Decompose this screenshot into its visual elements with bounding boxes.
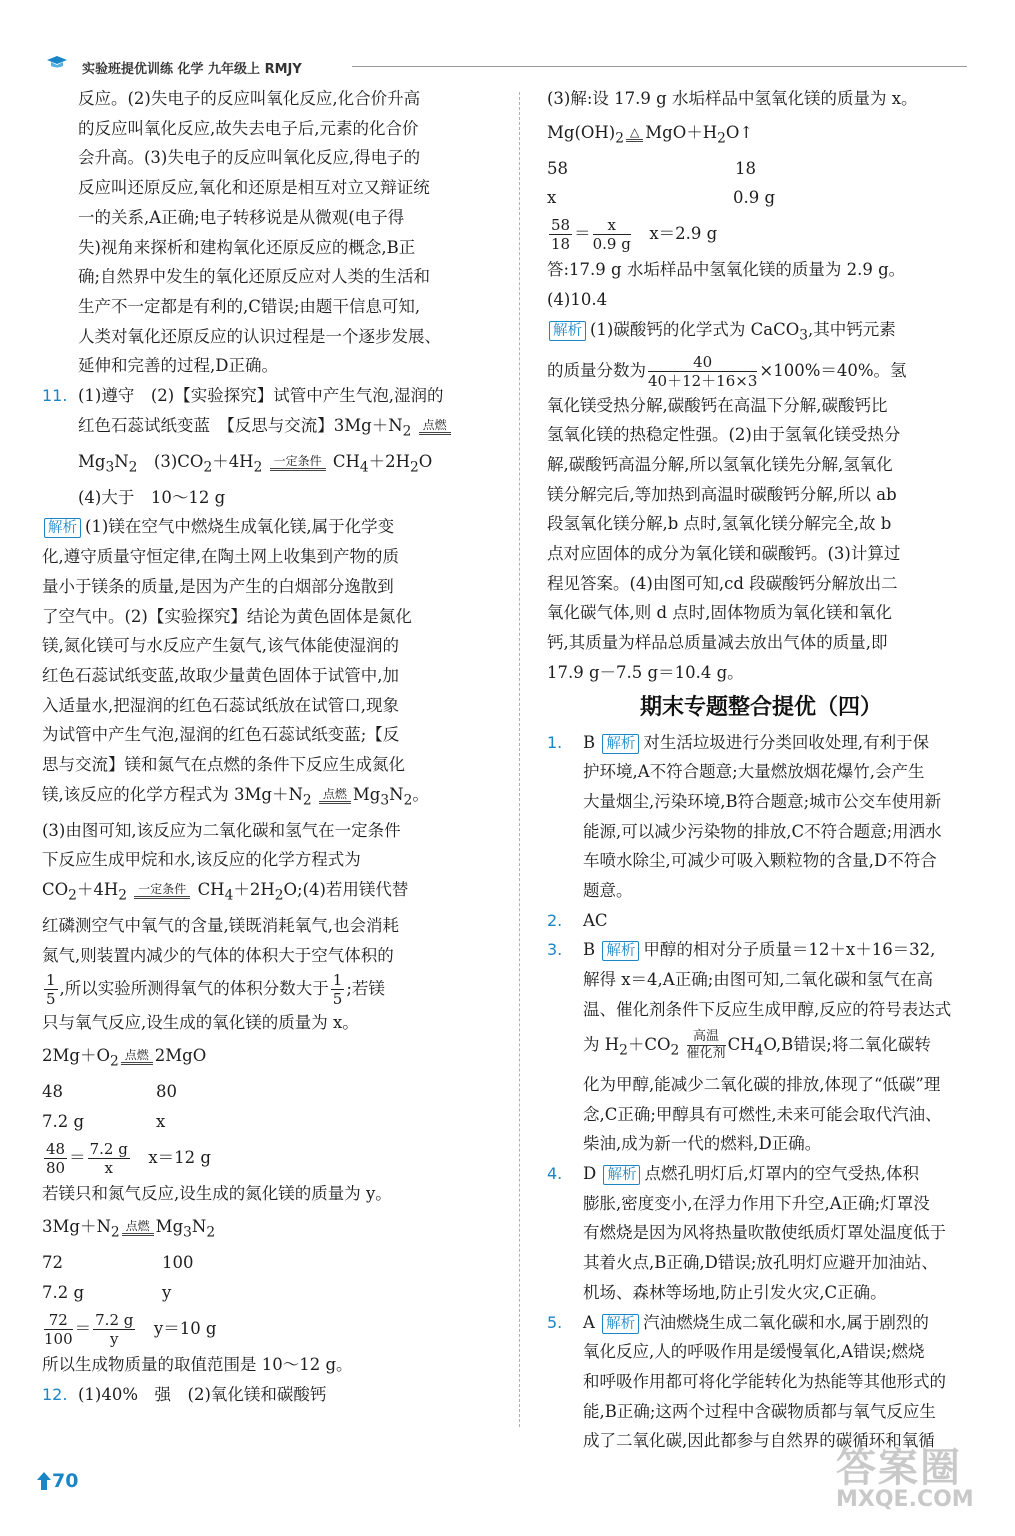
- question-1: [547, 728, 975, 758]
- explanation-line: $CO_2+4H_2$ 一定条件 $CH_4+2H_2O;(4)$若用镁代替: [42, 880, 409, 904]
- text-line: 会升高。(3)失电子的反应叫氧化反应,得电子的: [78, 148, 421, 168]
- text-line: 延伸和完善的过程,D正确。: [78, 356, 278, 376]
- text-line: 生产不一定都是有利的,C错误;由题干信息可知,: [78, 296, 421, 316]
- question-2-answer: AC: [583, 910, 608, 930]
- reaction-condition: 点燃: [319, 787, 351, 804]
- text-line: 点对应固体的成分为氧化镁和碳酸钙。(3)计算过: [547, 544, 901, 564]
- question-11: [42, 381, 498, 512]
- ratio: $\frac{48}{80}$ ＝ $\frac{7.2 g}{x}$ x＝12 g: [46, 1139, 211, 1177]
- text-line: 镁分解完后,等加热到高温时碳酸钙分解,所以 ab: [547, 484, 897, 504]
- analysis-tag: 解析: [602, 1314, 639, 1334]
- question-number: 11.: [42, 386, 68, 406]
- text-line: 17.9 g－7.5 g＝10.4 g。: [547, 662, 744, 682]
- calc-row: 7.2 g x: [42, 1111, 166, 1131]
- fraction: $\frac{40}{40+12+16\times 3}$: [648, 352, 758, 390]
- q4-explanation: [547, 1189, 975, 1308]
- answer-line: A 解析 汽油燃烧生成二氧化碳和水,属于剧烈的: [583, 1312, 929, 1332]
- answer-line: B 解析 对生活垃圾进行分类回收处理,有利于保: [583, 732, 930, 752]
- text-line: 氮气,则装置内减少的气体的体积大于空气体积的: [42, 945, 394, 965]
- text-line: 一的关系,A正确;电子转移说是从微观(电子得: [78, 207, 405, 227]
- text-line: (3)由图可知,该反应为二氧化碳和氢气在一定条件: [42, 820, 401, 840]
- question-number: 12.: [42, 1384, 68, 1404]
- text-line: 护环境,A不符合题意;大量燃放烟花爆竹,会产生: [583, 762, 925, 782]
- question-12: [42, 1380, 498, 1410]
- calc-row: x 0.9 g: [547, 188, 776, 208]
- question-number: 2.: [547, 910, 563, 930]
- column-divider: [519, 92, 520, 1427]
- ratio: $\frac{72}{100}$ ＝ $\frac{7.2 g}{y}$ y＝10 g: [44, 1310, 217, 1348]
- left-column: [42, 84, 498, 1409]
- reaction-condition: 点燃: [121, 1048, 153, 1065]
- answer-line: $Mg_3N_2$ $(3)CO_2+4H_2$ 一定条件 $CH_4+2H_2O$: [78, 451, 433, 476]
- q1-explanation: [547, 757, 975, 906]
- calc-row: 58 18: [547, 158, 756, 178]
- answer-line: (4)10.4: [547, 289, 608, 309]
- page-header: [32, 50, 977, 78]
- analysis-tag: 解析: [602, 734, 639, 754]
- text-line: 氧化反应,人的呼吸作用是缓慢氧化,A错误;燃烧: [583, 1342, 925, 1362]
- watermark-url: MXQE.COM: [836, 1487, 974, 1512]
- reaction-condition: 高温 催化剂: [686, 1028, 726, 1061]
- reaction-condition: 点燃: [122, 1219, 154, 1236]
- question-1-body: [583, 728, 975, 758]
- calculation-mgoh2: [547, 118, 975, 255]
- answer-line: (3)解:设 17.9 g 水垢样品中氢氧化镁的质量为 x。: [547, 89, 918, 108]
- ratio: $\frac{58}{18}$ ＝ $\frac{x}{0.9 g}$ x＝2.9 g: [551, 216, 718, 254]
- text-line: 念,C正确;甲醇具有可燃性,未来可能会取代汽油、: [583, 1104, 942, 1124]
- text-line: 段氢氧化镁分解,b 点时,氢氧化镁分解完全,故 b: [547, 514, 892, 534]
- book-logo-icon: [46, 55, 68, 69]
- reaction-condition: 一定条件: [134, 882, 190, 899]
- equation: $3Mg+N_2$ 点燃 $Mg_3N_2$: [42, 1217, 216, 1241]
- page-number: [36, 1464, 92, 1498]
- explanation-line: 镁,该反应的化学方程式为 $3Mg+N_2$ 点燃 $Mg_3N_2$。: [42, 784, 429, 809]
- explanation-line: 若镁只和氮气反应,设生成的氮化镁的质量为 y。: [42, 1183, 392, 1203]
- header-title: 实验班提优训练 化学 九年级上 RMJY: [82, 62, 302, 77]
- text-line: 反应叫还原反应,氧化和还原是相互对立又辩证统: [78, 178, 430, 198]
- fraction: $\frac{1}{5}$: [332, 970, 343, 1008]
- explanation-line: 所以生成物质量的取值范围是 10～12 g。: [42, 1354, 353, 1374]
- answer-line: (1)遵守 (2)【实验探究】试管中产生气泡,湿润的: [78, 386, 444, 406]
- page-number-text: 70: [52, 1470, 79, 1492]
- explanation-line: 温、催化剂条件下反应生成甲醇,反应的符号表达式: [583, 999, 952, 1019]
- question-number: 1.: [547, 732, 563, 752]
- right-column: [547, 84, 975, 1456]
- text-line: 红磷测空气中氧气的含量,镁既消耗氧气,也会消耗: [42, 916, 399, 936]
- analysis-tag: 解析: [44, 518, 81, 538]
- answer-line: B 解析 甲醇的相对分子质量＝12＋x＋16＝32,: [583, 940, 936, 960]
- question-number: 3.: [547, 940, 563, 960]
- question-5: [547, 1308, 975, 1338]
- q12-explanation: [547, 391, 975, 688]
- fraction: $\frac{1}{5}$: [46, 970, 56, 1008]
- analysis-tag: 解析: [549, 321, 586, 341]
- text-line: 氧化碳气体,则 d 点时,固体物质为氧化镁和氧化: [547, 603, 893, 623]
- q11-explanation-2: [42, 816, 498, 875]
- text-line: 能源,可以减少污染物的排放,C不符合题意;用洒水: [583, 821, 942, 841]
- explanation-line: 解得 x＝4,A正确;由图可知,二氧化碳和氢气在高: [583, 970, 934, 990]
- q3-explanation: [547, 965, 975, 1159]
- text-line: 和呼吸作用都可将化学能转化为热能等其他形式的: [583, 1371, 946, 1391]
- explanation-line: 为 $H_2+CO_2$ 高温 催化剂 $CH_4O,B$错误;将二氧化碳转: [583, 1028, 931, 1061]
- text-line: 能,B正确;这两个过程中含碳物质都与氧气反应生: [583, 1401, 936, 1421]
- question-number: 5.: [547, 1312, 563, 1332]
- question-4-body: [583, 1159, 975, 1189]
- text-line: 有燃烧是因为风将热量吹散使纸质灯罩处温度低于: [583, 1223, 946, 1243]
- text-line: 机场、森林等场地,防止引发火灾,C正确。: [583, 1282, 887, 1302]
- equation: $2Mg+O_2$ 点燃 2MgO: [42, 1046, 207, 1070]
- question-2: [547, 906, 975, 936]
- text-line: 程见答案。(4)由图可知,cd 段碳酸钙分解放出二: [547, 573, 898, 593]
- text-line: 化,遵守质量守恒定律,在陶土网上收集到产物的质: [42, 547, 399, 567]
- text-line: 为试管中产生气泡,湿润的红色石蕊试纸变蓝;【反: [42, 725, 400, 745]
- q10-explanation-continued: [42, 84, 498, 381]
- watermark: [836, 1436, 974, 1512]
- answer-line: D 解析 点燃孔明灯后,灯罩内的空气受热,体积: [583, 1163, 919, 1183]
- text-line: 了空气中。(2)【实验探究】结论为黄色固体是氮化: [42, 606, 412, 626]
- text-line: 量小于镁条的质量,是因为产生的白烟部分逸散到: [42, 576, 394, 596]
- text-line: 人类对氧化还原反应的认识过程是一个逐步发展、: [78, 326, 441, 346]
- explanation-line: 只与氧气反应,设生成的氧化镁的质量为 x。: [42, 1012, 359, 1032]
- text-line: 柴油,成为新一代的燃料,D正确。: [583, 1134, 822, 1154]
- explanation-line: 解析 (1)镁在空气中燃烧生成氧化镁,属于化学变: [42, 512, 498, 542]
- question-3: [547, 935, 975, 965]
- analysis-tag: 解析: [602, 941, 639, 961]
- answer-line: 红色石蕊试纸变蓝 【反思与交流】$3Mg+N_2$ 点燃: [78, 411, 498, 447]
- question-3-body: [583, 935, 975, 965]
- calc-row: 48 80: [42, 1082, 177, 1102]
- question-number: 4.: [547, 1163, 563, 1183]
- reaction-condition: 一定条件: [270, 454, 326, 471]
- text-line: 氢氧化镁的热稳定性强。(2)由于氢氧化镁受热分: [547, 425, 901, 445]
- q11-explanation: [42, 542, 498, 780]
- question-12-answer: (1)40% 强 (2)氧化镁和碳酸钙: [78, 1384, 327, 1404]
- text-line: 思与交流】镁和氮气在点燃的条件下反应生成氮化: [42, 755, 405, 775]
- calculation-mg3n2: [42, 1212, 498, 1349]
- text-line: 车喷水除尘,可减少可吸入颗粒物的含量,D不符合: [583, 851, 937, 871]
- text-line: 镁,氮化镁可与水反应产生氨气,该气体能使湿润的: [42, 636, 399, 656]
- text-line: 失)视角来探析和建构氧化还原反应的概念,B正: [78, 237, 416, 257]
- header-rule: [352, 66, 967, 67]
- question-11-body: [78, 381, 498, 512]
- question-4: [547, 1159, 975, 1189]
- text-line: 化为甲醇,能减少二氧化碳的排放,体现了“低碳”理: [583, 1074, 941, 1094]
- calc-row: 7.2 g y: [42, 1283, 172, 1303]
- text-line: 成了二氧化碳,因此都参与自然界的碳循环和氧循: [583, 1431, 935, 1451]
- calculation-mgo: [42, 1041, 498, 1178]
- text-line: 的反应叫氧化反应,故失去电子后,元素的化合价: [78, 118, 419, 138]
- analysis-tag: 解析: [603, 1165, 640, 1185]
- page-arrow-icon: [36, 1470, 52, 1492]
- text-line: 确;自然界中发生的氧化还原反应对人类的生活和: [78, 267, 431, 287]
- text-line: 其着火点,B正确,D错误;放孔明灯应避开加油站、: [583, 1253, 938, 1273]
- q3-explanation-rest: [583, 1070, 975, 1159]
- text-line: 钙,其质量为样品总质量减去放出气体的质量,即: [547, 633, 888, 653]
- question-5-body: [583, 1308, 975, 1338]
- text-line: 氧化镁受热分解,碳酸钙在高温下分解,碳酸钙比: [547, 395, 888, 415]
- text-line: 下反应生成甲烷和水,该反应的化学方程式为: [42, 850, 361, 870]
- answer-line: 答:17.9 g 水垢样品中氢氧化镁的质量为 2.9 g。: [547, 260, 906, 280]
- reaction-condition: 点燃: [419, 418, 451, 435]
- explanation-line: 的质量分数为 $\frac{40}{40+12+16\times 3}$ ×100%＝40%。氢: [547, 352, 907, 390]
- text-line: 膨胀,密度变小,在浮力作用下升空,A正确;灯罩没: [583, 1193, 930, 1213]
- q11-explanation-3: [42, 911, 498, 970]
- explanation-line: $\frac{1}{5}$ ,所以实验所测得氧气的体积分数大于 $\frac{1}{5}$ ;若镁: [46, 970, 385, 1008]
- text-line: 红色石蕊试纸变蓝,故取少量黄色固体于试管中,加: [42, 665, 399, 685]
- calc-row: 72 100: [42, 1253, 194, 1273]
- section-title: 期末专题整合提优（四）: [639, 694, 882, 720]
- explanation-line: 解析 (1)碳酸钙的化学式为 CaCO$_3$,其中钙元素: [547, 315, 975, 351]
- text-line: 题意。: [583, 881, 633, 901]
- text-line: 解,碳酸钙高温分解,所以氢氧化镁先分解,氢氧化: [547, 454, 893, 474]
- text-line: 大量烟尘,污染环境,B符合题意;城市公交车使用新: [583, 791, 942, 811]
- text-line: 入适量水,把湿润的红色石蕊试纸放在试管口,现象: [42, 695, 399, 715]
- equation: $Mg(OH)_2$ △ $MgO+H_2O↑$: [547, 122, 754, 146]
- answer-line: (4)大于 10～12 g: [78, 487, 226, 507]
- text-line: 反应。(2)失电子的反应叫氧化反应,化合价升高: [78, 89, 421, 108]
- watermark-text: 答案圈: [836, 1445, 962, 1491]
- reaction-condition: △: [626, 125, 643, 142]
